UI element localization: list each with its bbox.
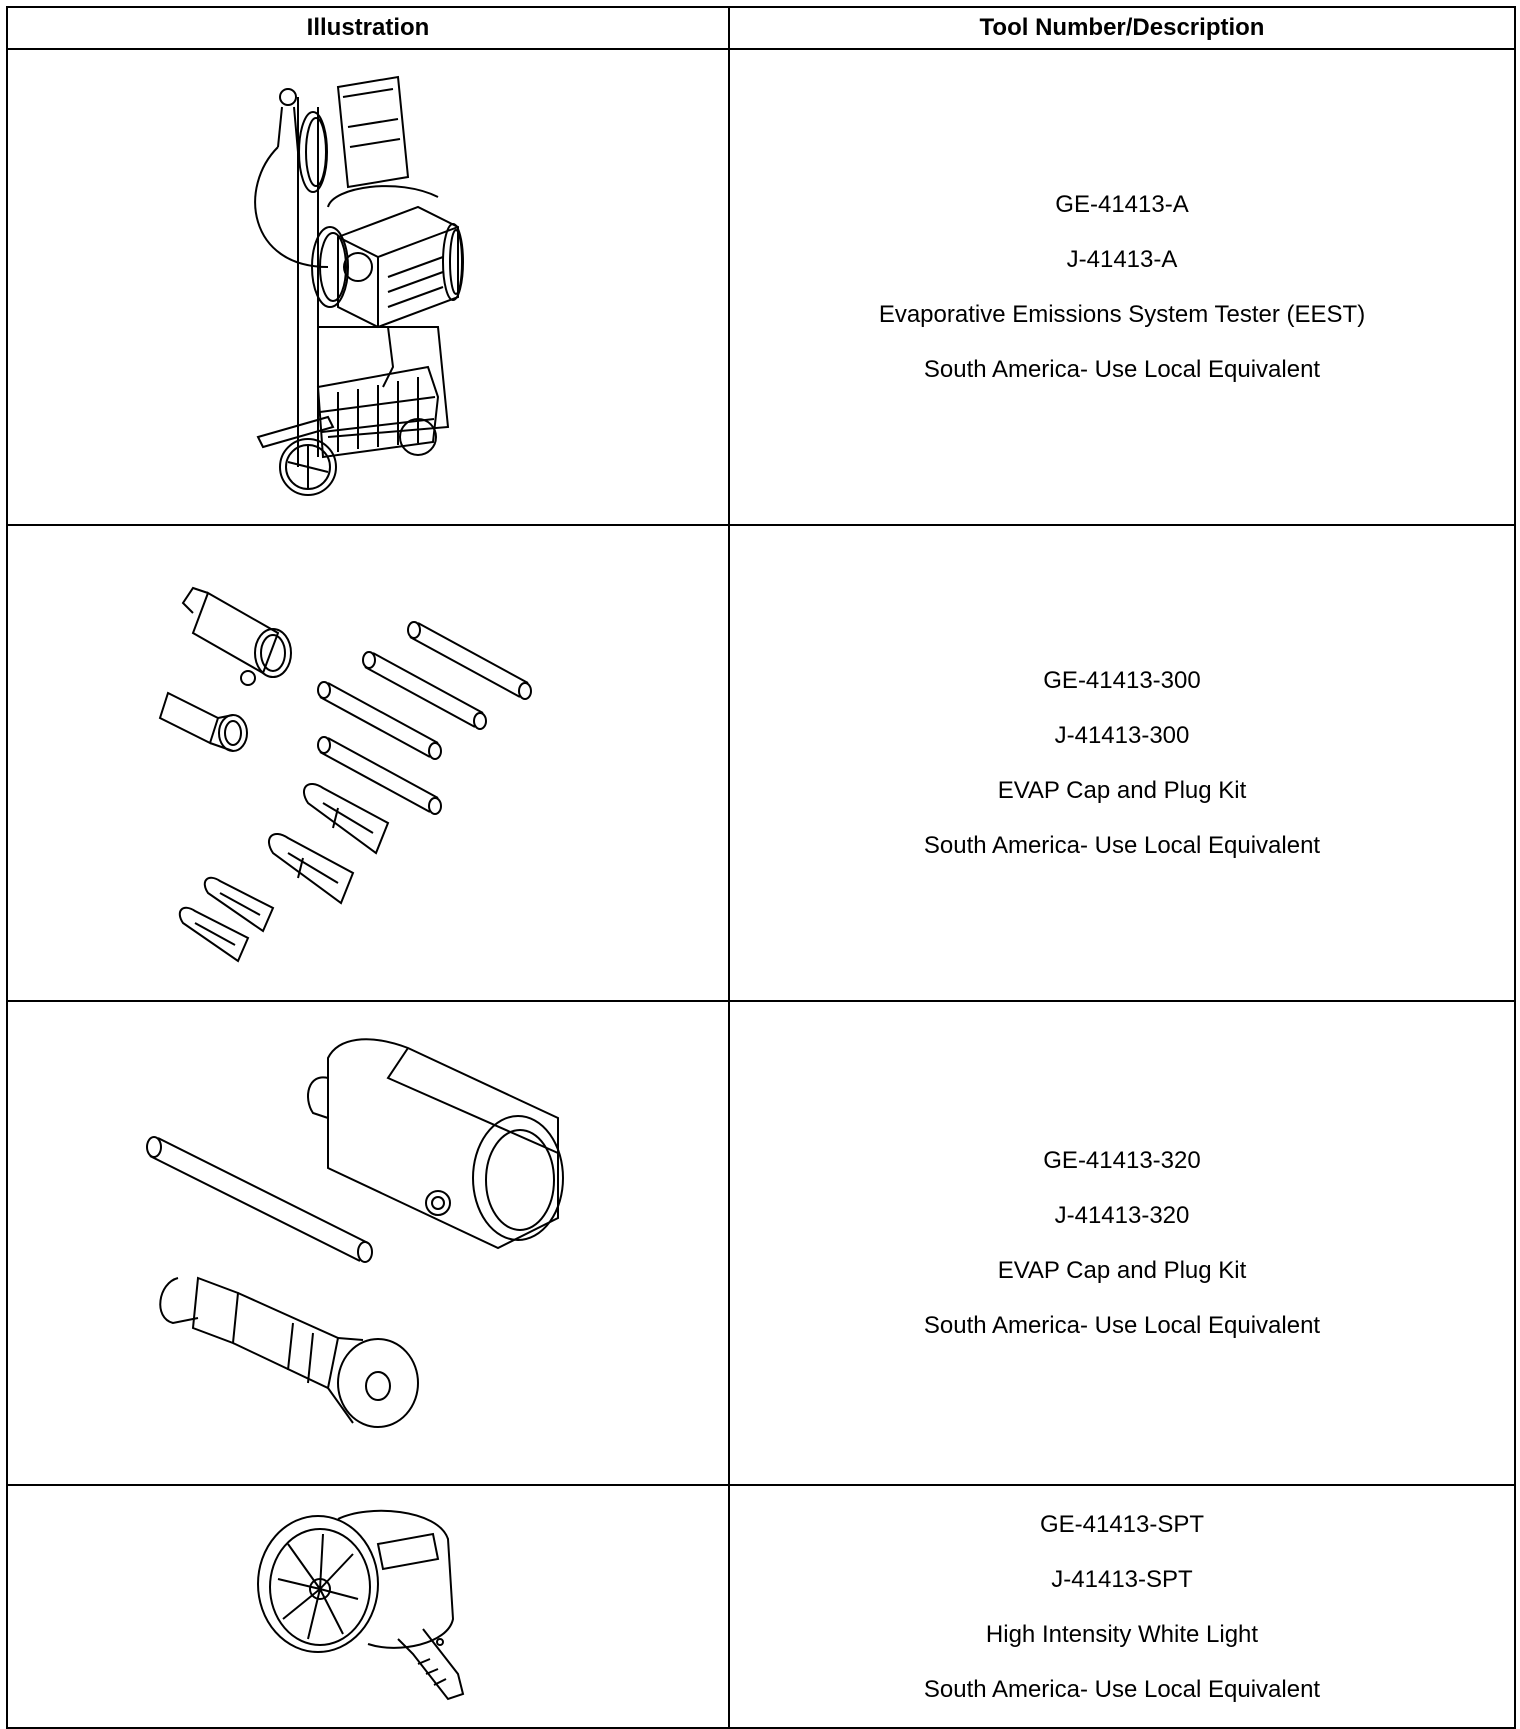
ge-part-number: GE-41413-300	[1043, 667, 1201, 694]
ge-part-number: GE-41413-320	[1043, 1147, 1201, 1174]
illustration-cell	[7, 1485, 729, 1728]
white-light-illustration	[248, 1499, 488, 1714]
cap-and-plug-kit-illustration	[148, 553, 588, 973]
evap-tester-cart-illustration	[238, 67, 498, 507]
cap-and-plug-kit-320-illustration	[138, 1018, 598, 1468]
j-part-number: J-41413-A	[1066, 246, 1178, 273]
description-cell	[729, 525, 1515, 1001]
tool-description: High Intensity White Light	[985, 1620, 1259, 1648]
illustration-cell	[7, 49, 729, 525]
regional-note: South America- Use Local Equivalent	[923, 1675, 1321, 1703]
ge-part-number: GE-41413-A	[1055, 191, 1189, 218]
illustration-cell	[7, 525, 729, 1001]
tool-description: EVAP Cap and Plug Kit	[997, 777, 1247, 804]
tool-description: EVAP Cap and Plug Kit	[997, 1257, 1247, 1284]
header-illustration: Illustration	[7, 7, 729, 49]
table-row	[7, 1485, 1515, 1728]
tool-table	[6, 6, 1516, 1729]
description-cell	[729, 1001, 1515, 1485]
j-part-number: J-41413-320	[1054, 1202, 1190, 1229]
j-part-number: J-41413-300	[1054, 722, 1190, 749]
table-row	[7, 49, 1515, 525]
j-part-number: J-41413-SPT	[1051, 1565, 1193, 1593]
description-cell	[729, 1485, 1515, 1728]
description-cell	[729, 49, 1515, 525]
table-row	[7, 1001, 1515, 1485]
illustration-cell	[7, 1001, 729, 1485]
regional-note: South America- Use Local Equivalent	[923, 356, 1321, 383]
regional-note: South America- Use Local Equivalent	[923, 1312, 1321, 1339]
regional-note: South America- Use Local Equivalent	[923, 832, 1321, 859]
header-description: Tool Number/Description	[729, 7, 1515, 49]
header-row	[7, 7, 1515, 49]
tool-description: Evaporative Emissions System Tester (EEST)	[878, 301, 1366, 328]
table-row	[7, 525, 1515, 1001]
ge-part-number: GE-41413-SPT	[1039, 1510, 1205, 1538]
